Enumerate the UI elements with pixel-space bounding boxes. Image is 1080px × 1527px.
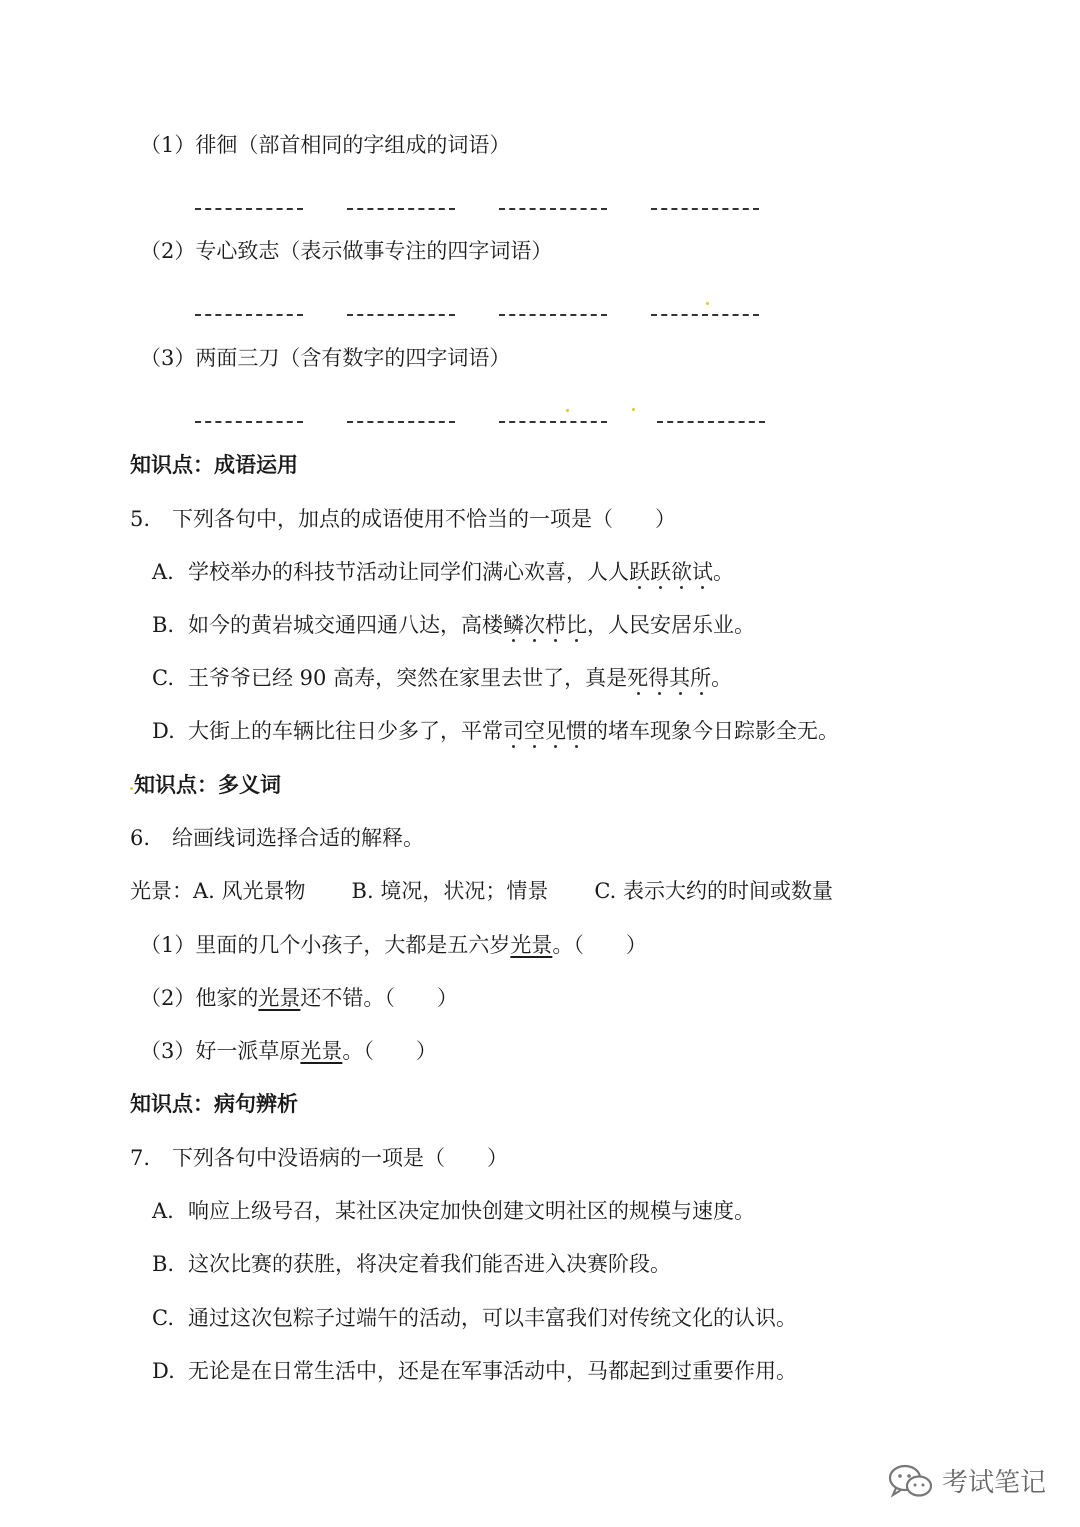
item-number: （2） bbox=[140, 986, 196, 1010]
q4-item-3-hint: （含有数字的四字词语） bbox=[279, 346, 511, 370]
q4-item-1-num: （1） bbox=[140, 133, 196, 157]
question-7-option-c[interactable] bbox=[152, 1303, 797, 1333]
option-letter: C. bbox=[152, 1306, 174, 1330]
question-7-option-a[interactable] bbox=[152, 1196, 755, 1226]
item-text: 他家的 bbox=[195, 986, 259, 1010]
q4-item-1-blanks bbox=[195, 188, 775, 218]
option-letter: B. bbox=[152, 1252, 175, 1276]
definition-b: B. 境况，状况；情景 bbox=[351, 879, 549, 903]
option-text: 这次比赛的获胜，将决定着我们能否进入决赛阶段。 bbox=[188, 1252, 671, 1276]
watermark-text: 考试笔记 bbox=[941, 1468, 1046, 1498]
question-7-option-d[interactable] bbox=[152, 1356, 797, 1386]
scan-speck bbox=[706, 302, 709, 305]
definition-a: A. 风光景物 bbox=[193, 879, 306, 903]
q4-item-2-hint: （表示做事专注的四字词语） bbox=[279, 239, 553, 263]
option-text-end: 。 bbox=[711, 666, 733, 690]
item-text: 好一派草原 bbox=[195, 1039, 301, 1063]
option-text-end: ，人民安居乐业。 bbox=[587, 613, 755, 637]
q4-item-2 bbox=[140, 236, 552, 266]
answer-paren[interactable]: 还不错。（ ） bbox=[300, 986, 458, 1010]
question-6-item-1 bbox=[140, 930, 647, 960]
q4-item-3-word: 两面三刀 bbox=[195, 346, 280, 370]
answer-blank[interactable] bbox=[347, 314, 455, 316]
q4-item-1-hint: （部首相同的字组成的词语） bbox=[237, 133, 511, 157]
q4-item-2-word: 专心致志 bbox=[195, 239, 280, 263]
question-6-item-3 bbox=[140, 1036, 437, 1066]
item-text: 里面的几个小孩子，大都是五六岁 bbox=[195, 933, 511, 957]
question-6-stem bbox=[130, 823, 424, 853]
definition-c: C. 表示大约的时间或数量 bbox=[594, 879, 833, 903]
q4-item-2-blanks bbox=[195, 294, 775, 324]
answer-blank[interactable] bbox=[195, 314, 303, 316]
answer-paren[interactable]: 。（ ） bbox=[552, 933, 647, 957]
question-5-option-d[interactable] bbox=[152, 716, 839, 746]
dotted-idiom: 死得其所 bbox=[627, 666, 712, 690]
dotted-idiom: 跃跃欲试 bbox=[629, 560, 713, 584]
question-7-stem bbox=[130, 1143, 508, 1173]
option-letter: A. bbox=[152, 1199, 174, 1223]
answer-blank[interactable] bbox=[657, 421, 765, 423]
option-text: 响应上级号召，某社区决定加快创建文明社区的规模与速度。 bbox=[188, 1199, 755, 1223]
option-text-end: 。 bbox=[713, 560, 734, 584]
question-7-text: 下列各句中没语病的一项是（ ） bbox=[172, 1146, 508, 1170]
answer-paren[interactable]: 。（ ） bbox=[342, 1039, 437, 1063]
knowledge-point-heading: 知识点：病句辨析 bbox=[130, 1091, 298, 1116]
option-text: 学校举办的科技节活动让同学们满心欢喜，人人 bbox=[188, 560, 629, 584]
question-6-item-2 bbox=[140, 983, 458, 1013]
option-text-end: 的堵车现象今日踪影全无。 bbox=[587, 719, 839, 743]
underlined-word: 光景 bbox=[300, 1039, 343, 1063]
watermark bbox=[888, 1462, 1046, 1499]
item-number: （3） bbox=[140, 1039, 196, 1063]
question-5-option-c[interactable] bbox=[152, 663, 732, 693]
question-5-number: 5. bbox=[130, 507, 151, 531]
answer-blank[interactable] bbox=[195, 421, 303, 423]
answer-blank[interactable] bbox=[347, 421, 455, 423]
option-letter: B. bbox=[152, 613, 175, 637]
question-7-option-b[interactable] bbox=[152, 1249, 671, 1279]
option-text: 王爷爷已经 90 高寿，突然在家里去世了，真是 bbox=[188, 666, 628, 690]
option-letter: D. bbox=[152, 719, 175, 743]
q4-item-3 bbox=[140, 343, 510, 373]
answer-blank[interactable] bbox=[651, 314, 759, 316]
scan-speck bbox=[566, 409, 569, 412]
question-5-option-a[interactable] bbox=[152, 557, 734, 587]
answer-blank[interactable] bbox=[651, 208, 759, 210]
option-letter: A. bbox=[152, 560, 174, 584]
answer-blank[interactable] bbox=[347, 208, 455, 210]
dotted-idiom: 司空见惯 bbox=[503, 719, 587, 743]
option-text: 无论是在日常生活中，还是在军事活动中，马都起到过重要作用。 bbox=[188, 1359, 797, 1383]
question-5-text: 下列各句中，加点的成语使用不恰当的一项是（ ） bbox=[172, 507, 676, 531]
option-text: 如今的黄岩城交通四通八达，高楼 bbox=[188, 613, 503, 637]
answer-blank[interactable] bbox=[499, 421, 607, 423]
question-5-stem bbox=[130, 504, 676, 534]
item-number: （1） bbox=[140, 933, 196, 957]
answer-blank[interactable] bbox=[499, 314, 607, 316]
underlined-word: 光景 bbox=[258, 986, 301, 1010]
q4-item-3-blanks bbox=[195, 401, 785, 431]
question-6-text: 给画线词选择合适的解释。 bbox=[172, 826, 424, 850]
q4-item-1-word: 徘徊 bbox=[195, 133, 238, 157]
definitions-label: 光景： bbox=[130, 879, 193, 903]
option-letter: D. bbox=[152, 1359, 175, 1383]
option-letter: C. bbox=[152, 666, 174, 690]
option-text: 大街上的车辆比往日少多了，平常 bbox=[188, 719, 503, 743]
answer-blank[interactable] bbox=[195, 208, 303, 210]
knowledge-point-heading: 知识点：多义词 bbox=[134, 772, 281, 797]
answer-blank[interactable] bbox=[499, 208, 607, 210]
q4-item-2-num: （2） bbox=[140, 239, 196, 263]
question-7-number: 7. bbox=[130, 1146, 151, 1170]
option-text: 通过这次包粽子过端午的活动，可以丰富我们对传统文化的认识。 bbox=[188, 1306, 797, 1330]
underlined-word: 光景 bbox=[510, 933, 553, 957]
q4-item-3-num: （3） bbox=[140, 346, 196, 370]
question-5-option-b[interactable] bbox=[152, 610, 755, 640]
q4-item-1 bbox=[140, 130, 510, 160]
scan-speck bbox=[632, 408, 635, 411]
dotted-idiom: 鳞次栉比 bbox=[503, 613, 587, 637]
knowledge-point-heading: 知识点：成语运用 bbox=[130, 452, 298, 477]
question-6-definitions bbox=[130, 876, 833, 906]
question-6-number: 6. bbox=[130, 826, 151, 850]
scan-speck bbox=[130, 787, 133, 790]
wechat-icon bbox=[888, 1463, 934, 1499]
